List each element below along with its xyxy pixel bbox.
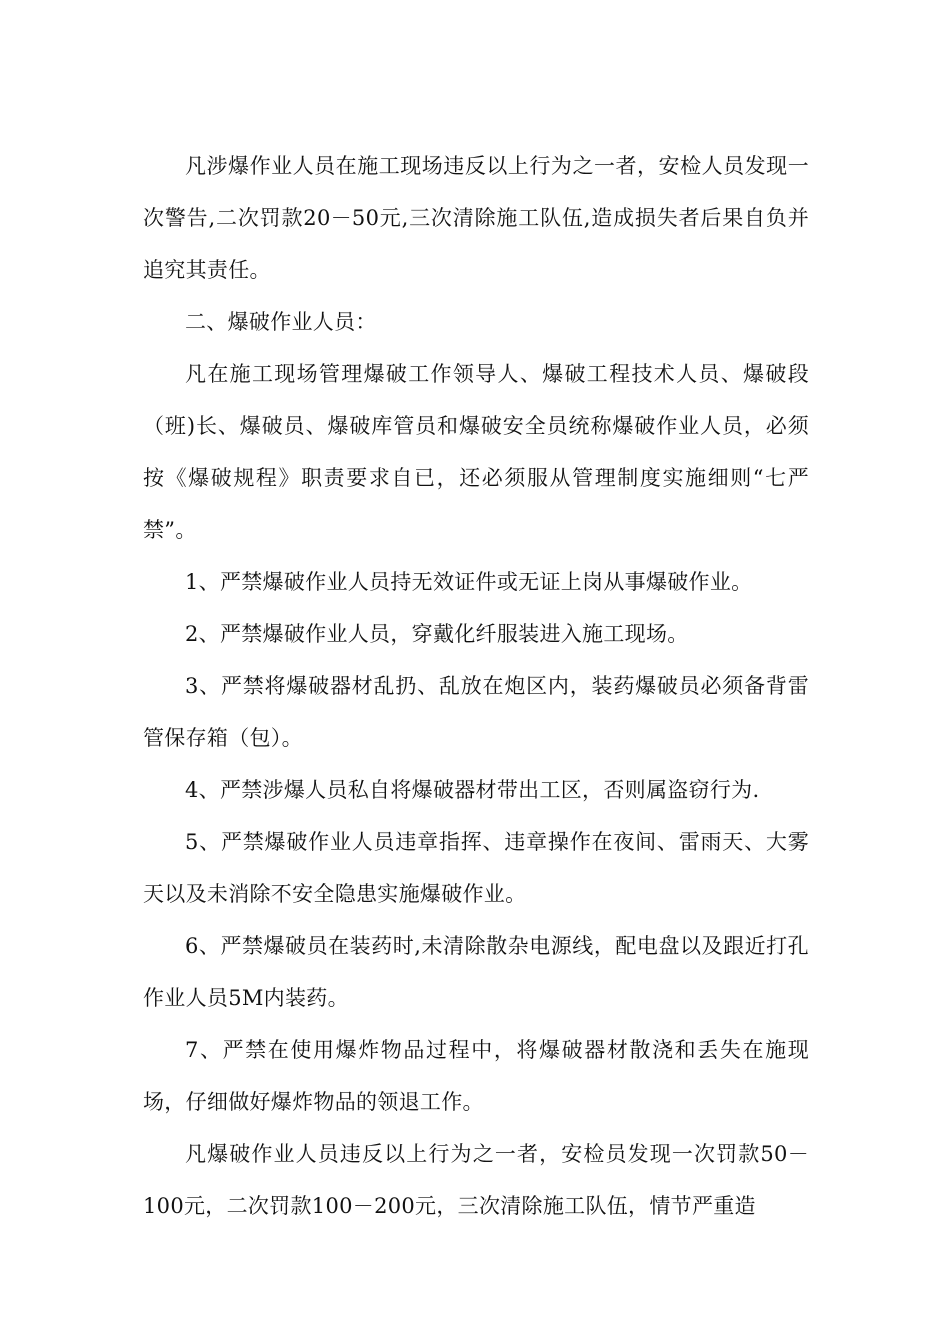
section-heading-blasting-personnel: 二、爆破作业人员： (185, 310, 377, 334)
paragraph-violation-penalty: 凡涉爆作业人员在施工现场违反以上行为之一者，安检人员发现一次警告,二次罚款20－50元,三次清除施工队伍,造成损失者后果自负并追究其责任。 (143, 154, 809, 282)
rule-item-2: 2、严禁爆破作业人员，穿戴化纤服装进入施工现场。 (185, 622, 689, 646)
paragraph-blasting-personnel-definition: 凡在施工现场管理爆破工作领导人、爆破工程技术人员、爆破段（班)长、爆破员、爆破库管员和爆破安全员统称爆破作业人员，必须按《爆破规程》职责要求自已，还必须服从管理制度实施细则“七严禁”。 (143, 362, 809, 542)
rule-item-4: 4、严禁涉爆人员私自将爆破器材带出工区，否则属盗窃行为. (185, 778, 760, 802)
rule-item-3: 3、严禁将爆破器材乱扔、乱放在炮区内，装药爆破员必须备背雷管保存箱（包）。 (143, 674, 809, 750)
document-body (143, 140, 809, 1232)
rule-item-7: 7、严禁在使用爆炸物品过程中，将爆破器材散浇和丢失在施现场，仔细做好爆炸物品的领退工作。 (143, 1038, 809, 1114)
paragraph-blasting-violation-penalty: 凡爆破作业人员违反以上行为之一者，安检员发现一次罚款50－100元，二次罚款100－200元，三次清除施工队伍，情节严重造 (143, 1142, 809, 1218)
rule-item-5: 5、严禁爆破作业人员违章指挥、违章操作在夜间、雷雨天、大雾天以及未消除不安全隐患实施爆破作业。 (143, 830, 809, 906)
rule-item-6: 6、严禁爆破员在装药时,未清除散杂电源线，配电盘以及跟近打孔作业人员5M内装药。 (143, 934, 809, 1010)
rule-item-1: 1、严禁爆破作业人员持无效证件或无证上岗从事爆破作业。 (185, 570, 753, 594)
